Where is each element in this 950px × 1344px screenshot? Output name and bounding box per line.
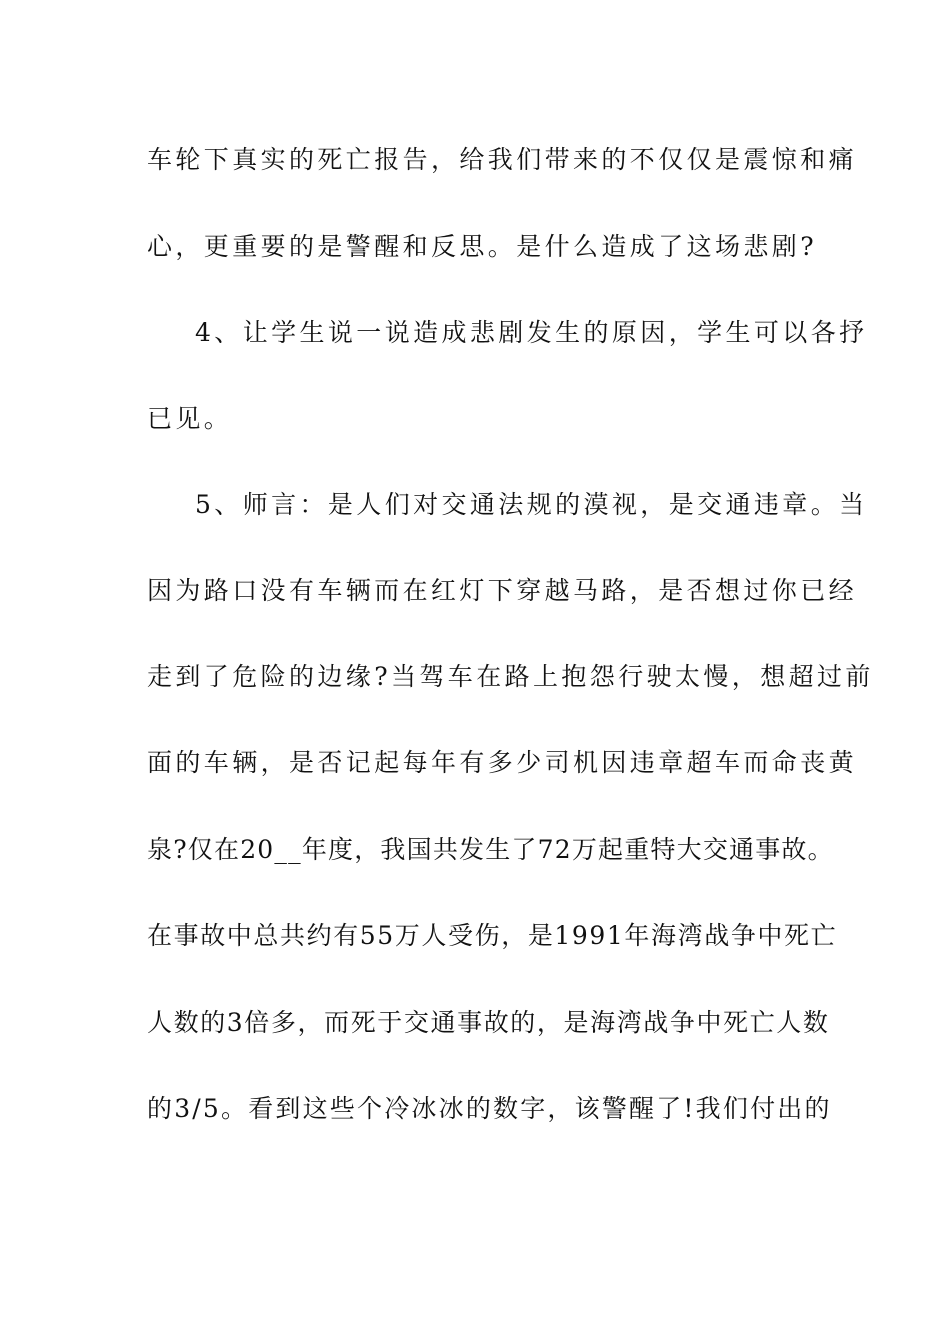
text-line-paragraph-4: 4、让学生说一说造成悲剧发生的原因，学生可以各抒 <box>195 318 868 347</box>
text-line: 在事故中总共约有55万人受伤，是1991年海湾战争中死亡 <box>147 921 838 950</box>
text-line: 车轮下真实的死亡报告，给我们带来的不仅仅是震惊和痛 <box>147 145 858 174</box>
text-line: 面的车辆，是否记起每年有多少司机因违章超车而命丧黄 <box>147 748 858 777</box>
text-line: 泉?仅在20__年度，我国共发生了72万起重特大交通事故。 <box>147 835 834 864</box>
text-line: 的3/5。看到这些个冷冰冰的数字，该警醒了!我们付出的 <box>147 1094 832 1123</box>
text-line: 心，更重要的是警醒和反思。是什么造成了这场悲剧? <box>147 232 818 261</box>
text-line: 已见。 <box>147 404 233 433</box>
text-line: 因为路口没有车辆而在红灯下穿越马路，是否想过你已经 <box>147 576 858 605</box>
text-line-paragraph-5: 5、师言：是人们对交通法规的漠视，是交通违章。当 <box>195 490 868 519</box>
text-line: 人数的3倍多，而死于交通事故的，是海湾战争中死亡人数 <box>147 1008 830 1037</box>
text-line: 走到了危险的边缘?当驾车在路上抱怨行驶太慢，想超过前 <box>147 662 874 691</box>
